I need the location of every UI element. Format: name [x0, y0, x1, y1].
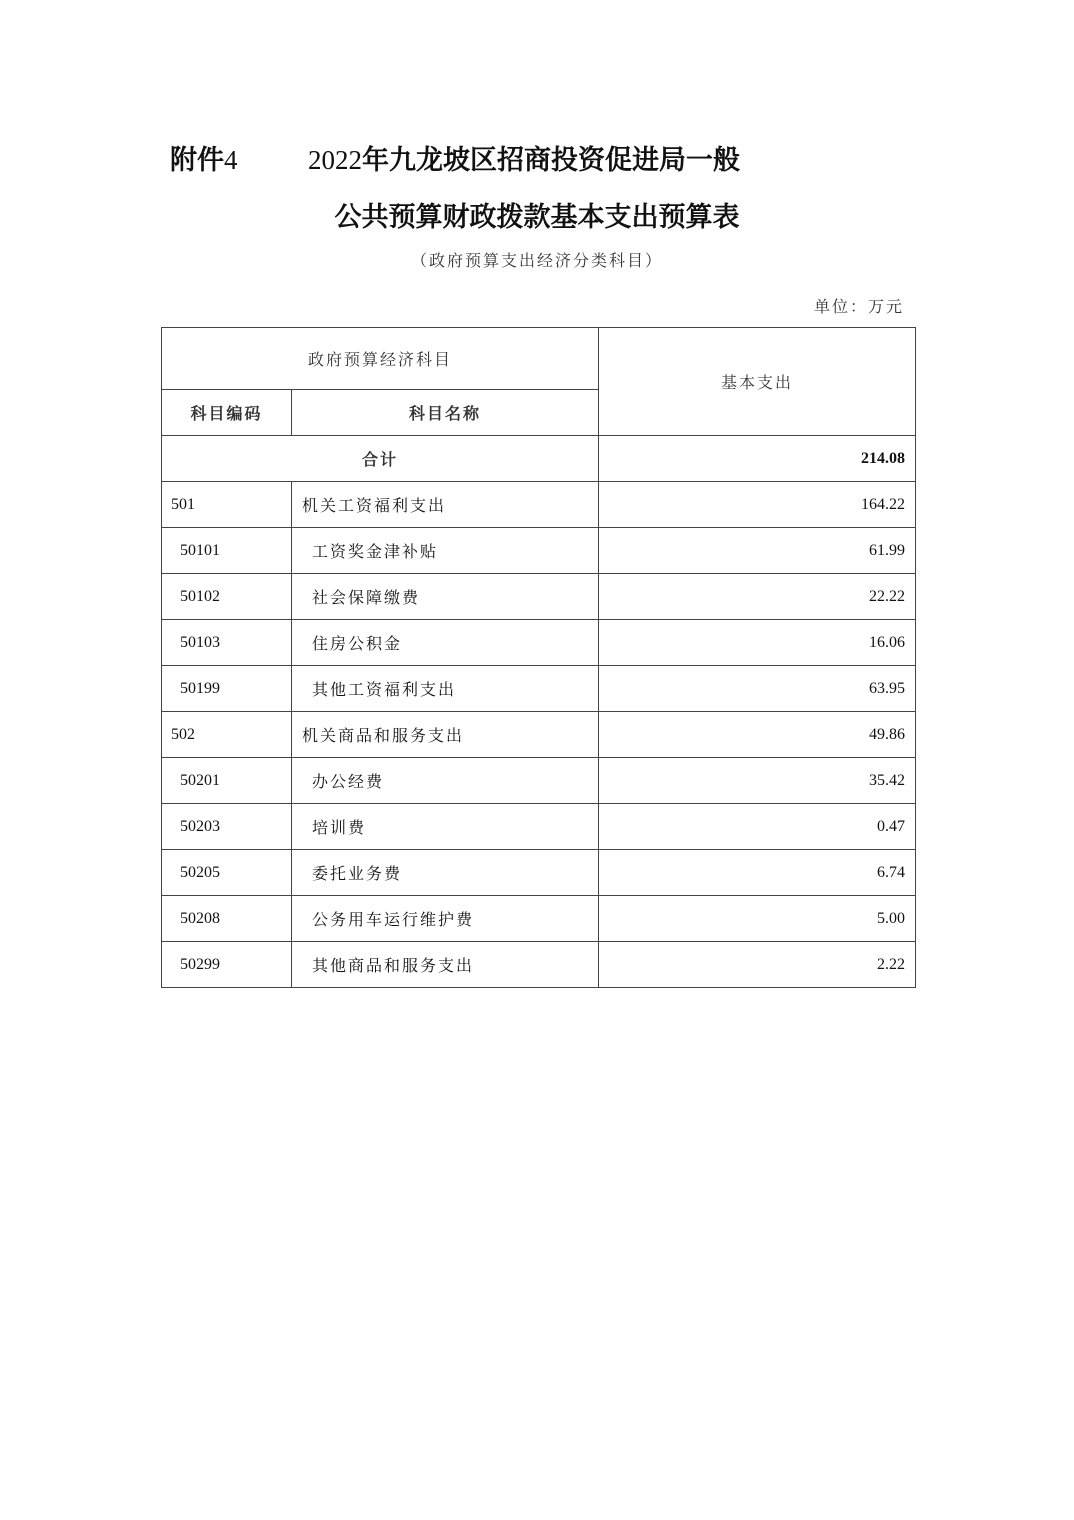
row-name: 办公经费 [292, 758, 599, 804]
unit-label: 单位：万元 [813, 297, 904, 316]
row-code: 501 [162, 482, 292, 528]
row-name: 公务用车运行维护费 [292, 896, 599, 942]
row-code: 502 [162, 712, 292, 758]
table-row [162, 528, 916, 574]
row-name: 机关商品和服务支出 [292, 712, 599, 758]
row-code: 50201 [162, 758, 292, 804]
row-code: 50199 [162, 666, 292, 712]
code-header: 科目编码 [162, 390, 292, 436]
row-code: 50205 [162, 850, 292, 896]
table-row [162, 896, 916, 942]
table-row [162, 804, 916, 850]
row-value: 35.42 [599, 758, 916, 804]
row-value: 5.00 [599, 896, 916, 942]
row-value: 6.74 [599, 850, 916, 896]
table-row [162, 482, 916, 528]
value-header: 基本支出 [599, 328, 916, 436]
row-value: 63.95 [599, 666, 916, 712]
row-name: 其他工资福利支出 [292, 666, 599, 712]
name-header: 科目名称 [292, 390, 599, 436]
group-header: 政府预算经济科目 [162, 328, 599, 390]
row-value: 2.22 [599, 942, 916, 988]
table-row [162, 850, 916, 896]
table-row [162, 758, 916, 804]
row-name: 工资奖金津补贴 [292, 528, 599, 574]
row-code: 50103 [162, 620, 292, 666]
title-line1-text: 年九龙坡区招商投资促进局一般 [362, 145, 740, 176]
row-name: 社会保障缴费 [292, 574, 599, 620]
document-title-line-1 [170, 138, 740, 177]
table-row [162, 712, 916, 758]
document-title-line-2: 公共预算财政拨款基本支出预算表 [334, 202, 740, 233]
attachment-label: 附件4 [170, 145, 238, 176]
row-name: 住房公积金 [292, 620, 599, 666]
row-value: 164.22 [599, 482, 916, 528]
document-subtitle: （政府预算支出经济分类科目） [410, 251, 663, 270]
table-row [162, 942, 916, 988]
row-value: 0.47 [599, 804, 916, 850]
row-value: 61.99 [599, 528, 916, 574]
total-value: 214.08 [599, 436, 916, 482]
table-row [162, 666, 916, 712]
row-name: 委托业务费 [292, 850, 599, 896]
row-value: 16.06 [599, 620, 916, 666]
row-code: 50101 [162, 528, 292, 574]
row-name: 培训费 [292, 804, 599, 850]
row-code: 50203 [162, 804, 292, 850]
row-code: 50208 [162, 896, 292, 942]
row-name: 其他商品和服务支出 [292, 942, 599, 988]
row-code: 50299 [162, 942, 292, 988]
total-label: 合计 [162, 436, 599, 482]
row-value: 49.86 [599, 712, 916, 758]
row-name: 机关工资福利支出 [292, 482, 599, 528]
title-year: 2022 [308, 145, 362, 175]
row-code: 50102 [162, 574, 292, 620]
budget-table [161, 327, 916, 988]
row-value: 22.22 [599, 574, 916, 620]
table-row [162, 574, 916, 620]
table-row [162, 620, 916, 666]
